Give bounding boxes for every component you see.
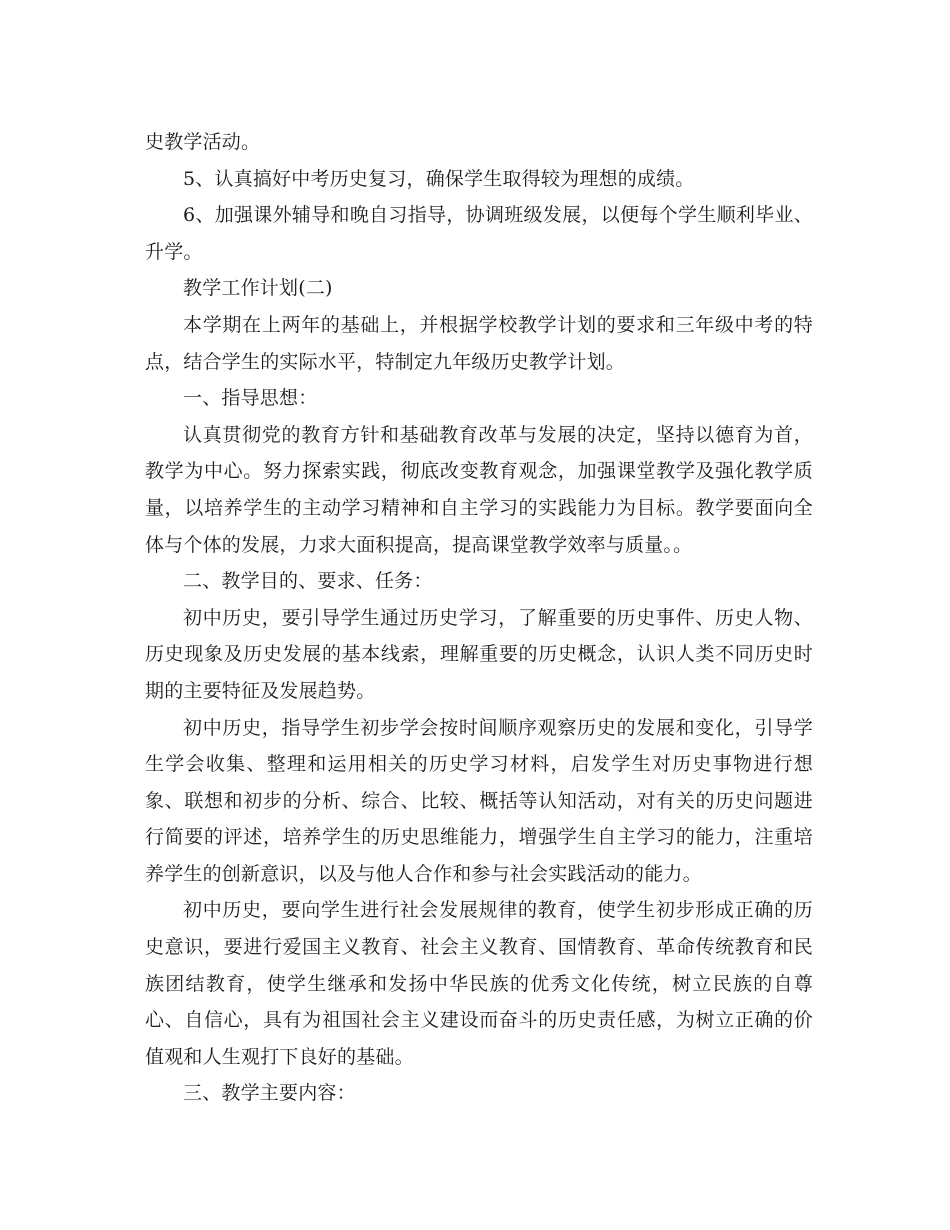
paragraph-continuation: 史教学活动。 [145, 131, 261, 153]
paragraph-guiding-thought: 认真贯彻党的教育方针和基础教育改革与发展的决定，坚持以德育为首，教学为中心。努力探索实践，彻底改变教育观念，加强课堂教学及强化教学质量，以培养学生的主动学习精神和自主学习的实践能力为目标。教学要面向全体与个体的发展，力求大面积提高，提高课堂教学效率与质量。。 [145, 423, 813, 556]
heading-main-content: 三、教学主要内容： [183, 1082, 356, 1105]
section-title-plan-2: 教学工作计划(二) [183, 277, 333, 300]
paragraph-item-6: 6、加强课外辅导和晚自习指导，协调班级发展，以便每个学生顺利毕业、升学。 [145, 204, 813, 263]
paragraph-item-5: 5、认真搞好中考历史复习，确保学生取得较为理想的成绩。 [183, 167, 695, 190]
heading-teaching-goals: 二、教学目的、要求、任务： [183, 570, 433, 593]
paragraph-goals-3: 初中历史，要向学生进行社会发展规律的教育，使学生初步形成正确的历史意识，要进行爱国主义教育、社会主义教育、国情教育、革命传统教育和民族团结教育，使学生继承和发扬中华民族的优秀文化传统，树立民族的自尊心、自信心，具有为祖国社会主义建设而奋斗的历史责任感，为树立正确的价值观和人生观打下良好的基础。 [145, 899, 813, 1068]
document-body [145, 124, 813, 1112]
paragraph-goals-2: 初中历史，指导学生初步学会按时间顺序观察历史的发展和变化，引导学生学会收集、整理和运用相关的历史学习材料，启发学生对历史事物进行想象、联想和初步的分析、综合、比较、概括等认知活动，对有关的历史问题进行简要的评述，培养学生的历史思维能力，增强学生自主学习的能力，注重培养学生的创新意识，以及与他人合作和参与社会实践活动的能力。 [145, 716, 813, 885]
paragraph-goals-1: 初中历史，要引导学生通过历史学习，了解重要的历史事件、历史人物、历史现象及历史发展的基本线索，理解重要的历史概念，认识人类不同历史时期的主要特征及发展趋势。 [145, 606, 813, 702]
paragraph-intro: 本学期在上两年的基础上，并根据学校教学计划的要求和三年级中考的特点，结合学生的实际水平，特制定九年级历史教学计划。 [145, 313, 813, 373]
heading-guiding-thought: 一、指导思想： [183, 387, 318, 410]
